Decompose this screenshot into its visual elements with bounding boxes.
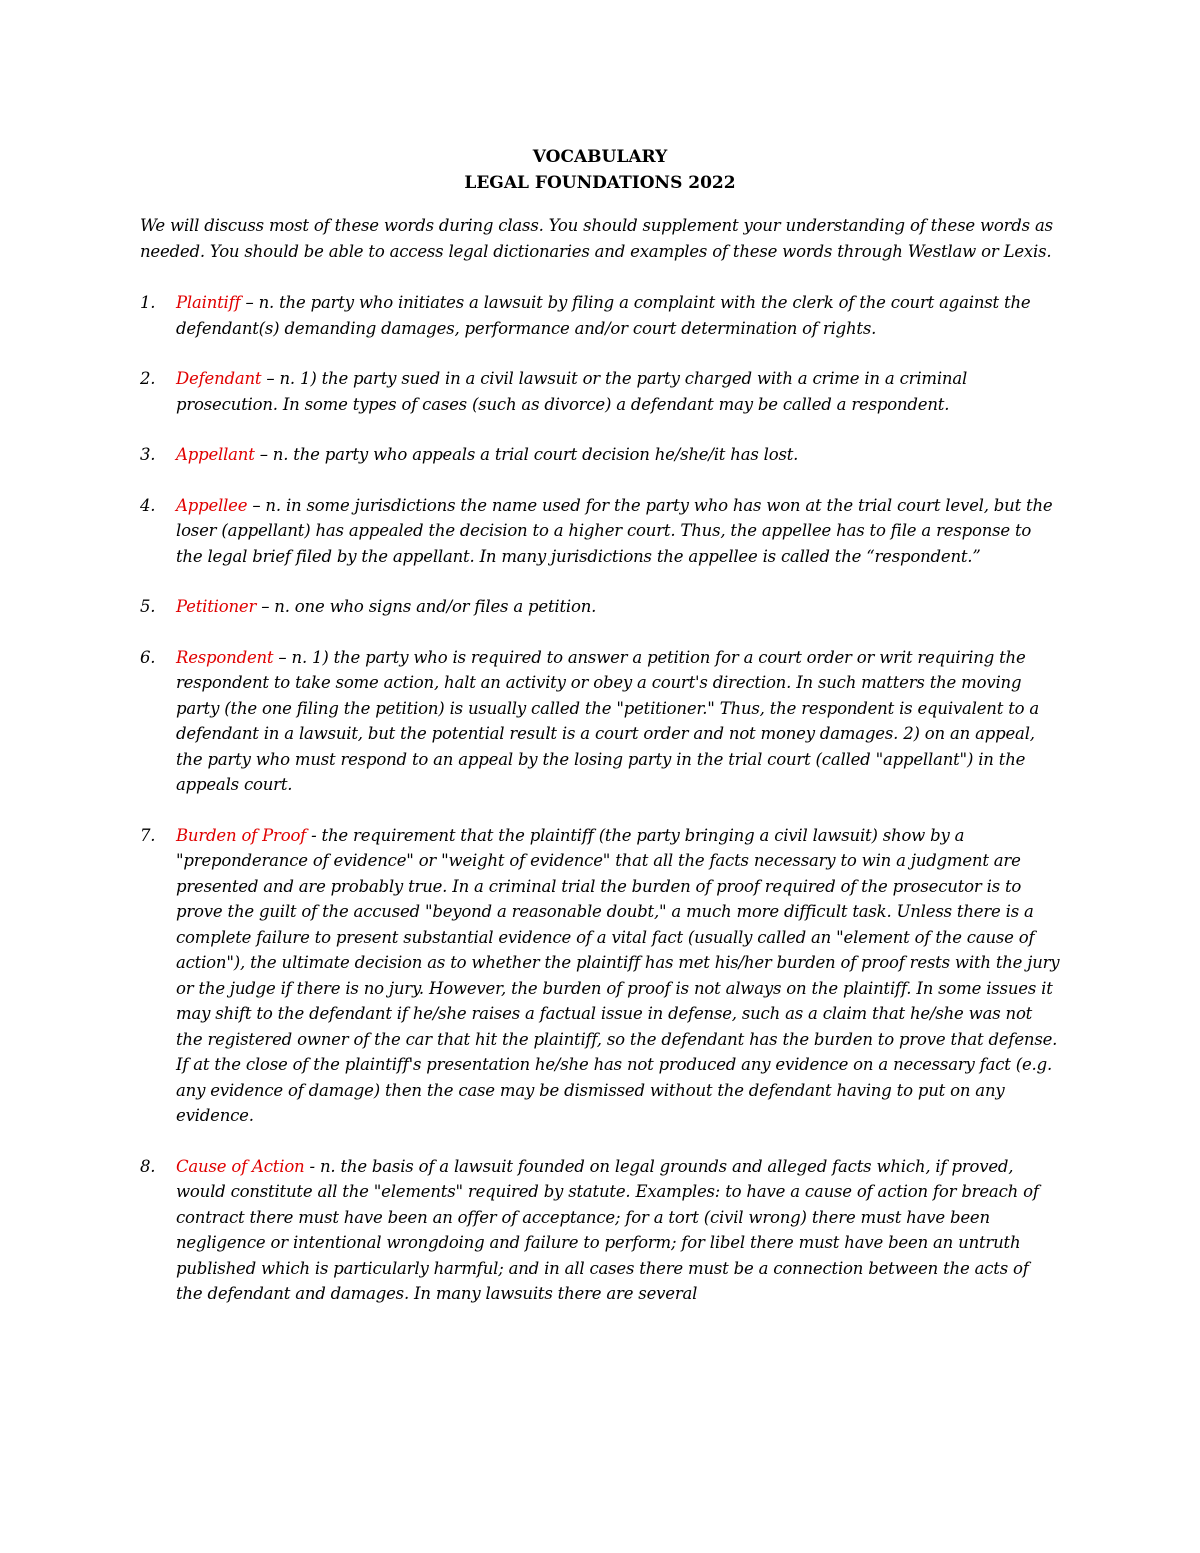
term-number: 1.: [140, 293, 156, 312]
term-definition: - n. the basis of a lawsuit founded on legal grounds and alleged facts which, if proved, would constitute all the "elements" required by statute. Examples: to have a cause of action for breach of contract there must have been an offer of acceptance; for a tort (civil wrong) there must have been negligence or intentional wrongdoing and failure to perform; for libel there must have been an untruth published which is particularly harmful; and in all cases there must be a connection between the acts of the defendant and damages. In many lawsuits there are several: [176, 1156, 1039, 1303]
list-item: [140, 366, 1060, 417]
term-definition: – n. the party who appeals a trial court decision he/she/it has lost.: [254, 445, 799, 464]
list-item: [140, 493, 1060, 570]
term-word: Burden of Proof: [176, 825, 307, 845]
term-number: 2.: [140, 369, 156, 388]
term-number: 6.: [140, 647, 156, 667]
term-word: Appellant: [176, 445, 255, 464]
term-number: 7.: [140, 825, 156, 845]
vocabulary-list: [140, 290, 1060, 1307]
term-definition: – n. 1) the party who is required to answer a petition for a court order or writ requiring the respondent to take some action, halt an activity or obey a court's direction. In such matters the moving party (the one filing the petition) is usually called the "petitioner." Thus, the respondent is equivalent to a defendant in a lawsuit, but the potential result is a court order and not money damages. 2) on an appeal, the party who must respond to an appeal by the losing party in the trial court (called "appellant") in the appeals court.: [176, 647, 1040, 794]
term-definition: – n. the party who initiates a lawsuit by filing a complaint with the clerk of the court against the defendant(s) demanding damages, performance and/or court determination of rights.: [176, 293, 1031, 338]
term-word: Defendant: [176, 369, 262, 388]
term-definition: - the requirement that the plaintiff (the party bringing a civil lawsuit) show by a "preponderance of evidence" or "weight of evidence" that all the facts necessary to win a judgment are presented and are probably true. In a criminal trial the burden of proof required of the prosecutor is to prove the guilt of the accused "beyond a reasonable doubt," a much more difficult task. Unless there is a complete failure to present substantial evidence of a vital fact (usually called an "element of the cause of action"), the ultimate decision as to whether the plaintiff has met his/her burden of proof rests with the jury or the judge if there is no jury. However, the burden of proof is not always on the plaintiff. In some issues it may shift to the defendant if he/she raises a factual issue in defense, such as a claim that he/she was not the registered owner of the car that hit the plaintiff, so the defendant has the burden to prove that defense. If at the close of the plaintiff's presentation he/she has not produced any evidence on a necessary fact (e.g. any evidence of damage) then the case may be dismissed without the defendant having to put on any evidence.: [176, 825, 1060, 1125]
list-item: [140, 1154, 1060, 1307]
term-word: Cause of Action: [176, 1156, 305, 1176]
document-title-line-2: LEGAL FOUNDATIONS 2022: [464, 173, 736, 193]
term-number: 8.: [140, 1156, 156, 1176]
term-definition: – n. one who signs and/or files a petition.: [256, 597, 597, 616]
term-number: 5.: [140, 597, 156, 616]
term-definition: – n. in some jurisdictions the name used for the party who has won at the trial court level, but the loser (appellant) has appealed the decision to a higher court. Thus, the appellee has to file a response to the legal brief filed by the appellant. In many jurisdictions the appellee is called the “respondent.”: [176, 495, 1053, 566]
term-number: 4.: [140, 495, 156, 515]
document-title-line-1: VOCABULARY: [532, 147, 668, 167]
list-item: [140, 823, 1060, 1129]
intro-paragraph: We will discuss most of these words during class. You should supplement your understanding of these words as needed. You should be able to access legal dictionaries and examples of these words through Westlaw or Lexis.: [140, 216, 1053, 261]
list-item: [140, 645, 1060, 798]
term-word: Respondent: [176, 647, 274, 667]
list-item: [140, 594, 1060, 620]
list-item: [140, 290, 1060, 341]
term-word: Appellee: [176, 495, 248, 515]
term-word: Petitioner: [176, 597, 257, 616]
term-number: 3.: [140, 445, 156, 464]
list-item: [140, 442, 1060, 468]
term-word: Plaintiff: [176, 293, 241, 312]
term-definition: – n. 1) the party sued in a civil lawsuit or the party charged with a crime in a criminal prosecution. In some types of cases (such as divorce) a defendant may be called a respondent.: [176, 369, 968, 414]
